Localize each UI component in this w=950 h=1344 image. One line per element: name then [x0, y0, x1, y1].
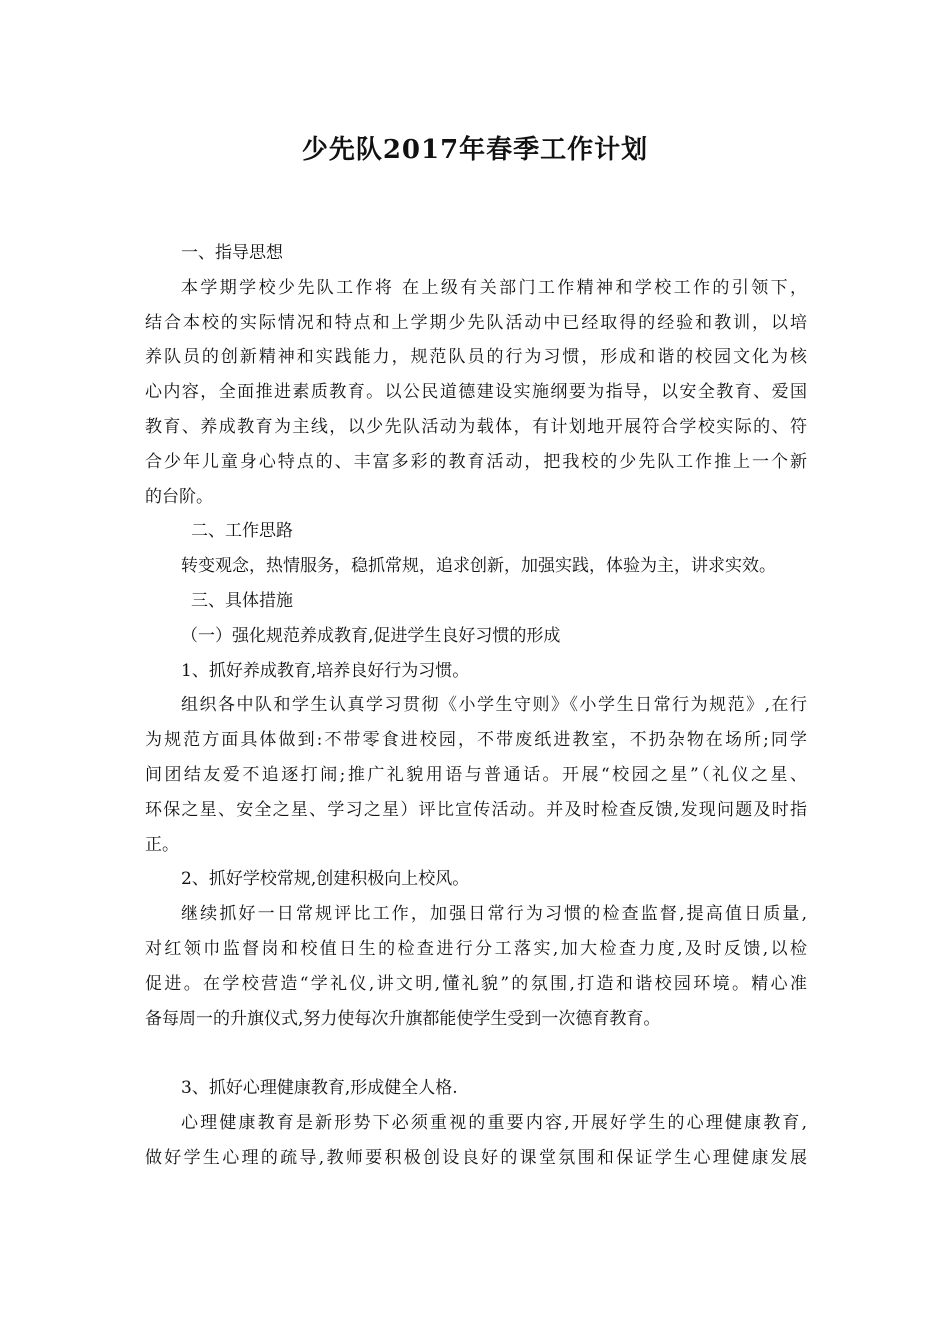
paragraph-line: 合少年儿童身心特点的、丰富多彩的教育活动，把我校的少先队工作推上一个新 [145, 451, 807, 472]
paragraph-line: 本学期学校少先队工作将 在上级有关部门工作精神和学校工作的引领下， [181, 277, 807, 298]
paragraph-line: 做好学生心理的疏导,教师要积极创设良好的课堂氛围和保证学生心理健康发展 [145, 1147, 807, 1168]
paragraph-line: 养队员的创新精神和实践能力，规范队员的行为习惯，形成和谐的校园文化为核 [145, 347, 807, 368]
document-body [145, 236, 807, 1176]
item-heading: 1、抓好养成教育,培养良好行为习惯。 [181, 660, 470, 681]
paragraph-line: 促进。在学校营造“学礼仪,讲文明,懂礼貌”的氛围,打造和谐校园环境。精心准 [145, 973, 807, 994]
paragraph-line: 备每周一的升旗仪式,努力使每次升旗都能使学生受到一次德育教育。 [145, 1008, 661, 1029]
paragraph-line: 心理健康教育是新形势下必须重视的重要内容,开展好学生的心理健康教育, [181, 1112, 807, 1133]
paragraph-line: 转变观念，热情服务，稳抓常规，追求创新，加强实践，体验为主，讲求实效。 [181, 556, 776, 577]
blank-line [145, 1036, 807, 1071]
paragraph-line: 教育、养成教育为主线，以少先队活动为载体，有计划地开展符合学校实际的、符 [145, 416, 807, 437]
paragraph-line: 间团结友爱不追逐打闹;推广礼貌用语与普通话。开展“校园之星”（礼仪之星、 [145, 764, 807, 785]
paragraph-line: 为规范方面具体做到:不带零食进校园，不带废纸进教室，不扔杂物在场所;同学 [145, 730, 807, 751]
section-heading-measures: 三、具体措施 [191, 590, 293, 611]
paragraph-line: 心内容，全面推进素质教育。以公民道德建设实施纲要为指导，以安全教育、爱国 [145, 382, 807, 403]
item-heading: 2、抓好学校常规,创建积极向上校风。 [181, 869, 470, 890]
paragraph-line: 对红领巾监督岗和校值日生的检查进行分工落实,加大检查力度,及时反馈,以检 [145, 938, 807, 959]
paragraph-line: 继续抓好一日常规评比工作，加强日常行为习惯的检查监督,提高值日质量, [181, 904, 807, 925]
section-heading-work-approach: 二、工作思路 [191, 521, 293, 542]
document-title: 少先队2017年春季工作计划 [301, 135, 649, 165]
item-heading: 3、抓好心理健康教育,形成健全人格. [181, 1078, 458, 1099]
section-heading-guiding-ideology: 一、指导思想 [181, 243, 283, 263]
paragraph-line: 正。 [145, 834, 179, 855]
subsection-heading: （一）强化规范养成教育,促进学生良好习惯的形成 [181, 625, 561, 646]
paragraph-line: 的台阶。 [145, 486, 213, 507]
paragraph-line: 组织各中队和学生认真学习贯彻《小学生守则》《小学生日常行为规范》,在行 [181, 695, 807, 716]
paragraph-line: 环保之星、安全之星、学习之星）评比宣传活动。并及时检查反馈,发现问题及时指 [145, 799, 807, 820]
paragraph-line: 结合本校的实际情况和特点和上学期少先队活动中已经取得的经验和教训，以培 [145, 312, 807, 333]
